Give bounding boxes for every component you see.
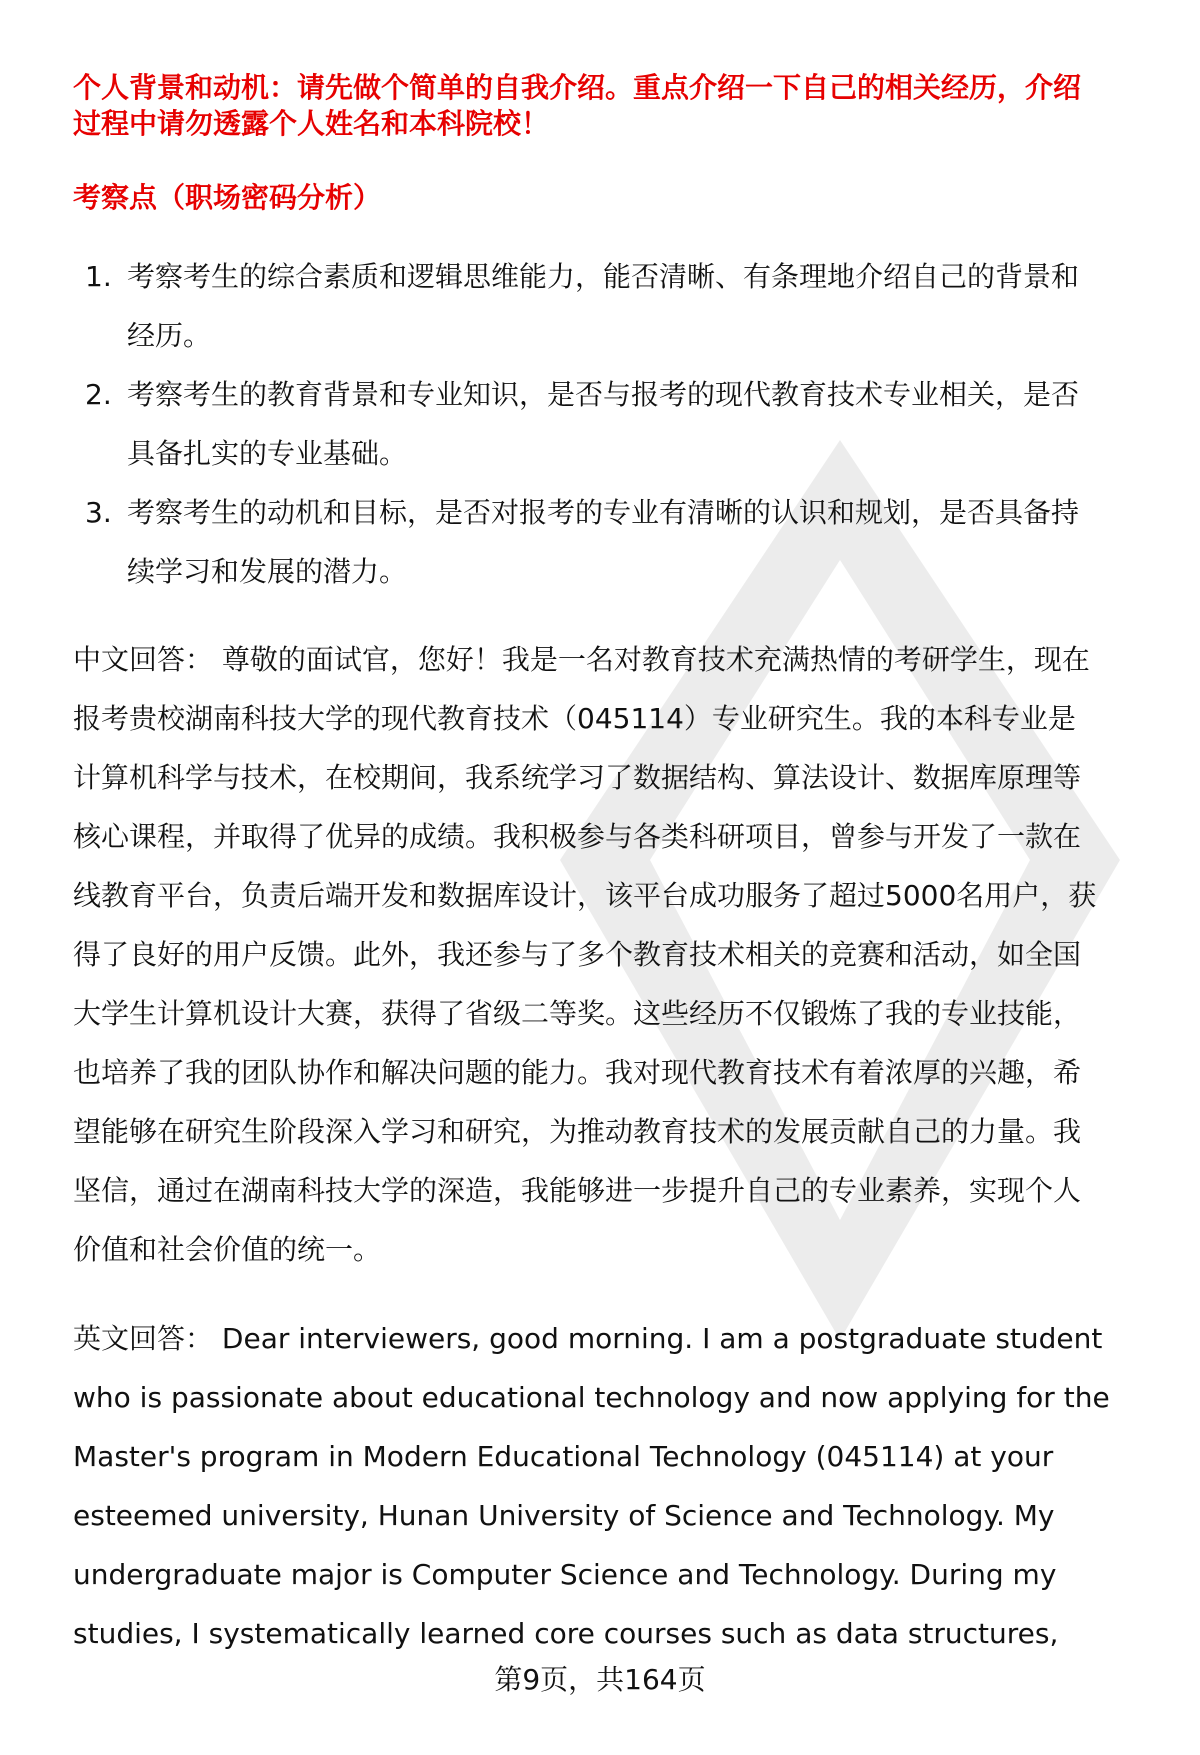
item-line: 考察考生的教育背景和专业知识，是否与报考的现代教育技术专业相关，是否 bbox=[127, 378, 1080, 411]
item-line: 考察考生的动机和目标，是否对报考的专业有清晰的认识和规划，是否具备持 bbox=[127, 496, 1080, 529]
list-item bbox=[73, 365, 1163, 483]
answer-line: 得了良好的用户反馈。此外，我还参与了多个教育技术相关的竞赛和活动，如全国 bbox=[73, 938, 1082, 971]
page-number: 第9页，共164页 bbox=[494, 1663, 706, 1696]
answer-line: 坚信，通过在湖南科技大学的深造，我能够进一步提升自己的专业素养，实现个人 bbox=[73, 1174, 1082, 1207]
answer-line: undergraduate major is Computer Science and Technology. During my bbox=[73, 1558, 1057, 1591]
answer-line: 核心课程，并取得了优异的成绩。我积极参与各类科研项目，曾参与开发了一款在 bbox=[73, 820, 1082, 853]
question-heading bbox=[73, 70, 1153, 142]
item-number: 1. bbox=[85, 260, 112, 293]
item-line: 续学习和发展的潜力。 bbox=[127, 555, 408, 588]
analysis-title: 考察点（职场密码分析） bbox=[73, 181, 382, 214]
item-line: 具备扎实的专业基础。 bbox=[127, 437, 408, 470]
answer-line: 线教育平台，负责后端开发和数据库设计，该平台成功服务了超过5000名用户，获 bbox=[73, 879, 1097, 912]
answer-line: 也培养了我的团队协作和解决问题的能力。我对现代教育技术有着浓厚的兴趣，希 bbox=[73, 1056, 1082, 1089]
item-line: 经历。 bbox=[127, 319, 212, 352]
answer-line: 大学生计算机设计大赛，获得了省级二等奖。这些经历不仅锻炼了我的专业技能， bbox=[73, 997, 1082, 1030]
answer-line: 望能够在研究生阶段深入学习和研究，为推动教育技术的发展贡献自己的力量。我 bbox=[73, 1115, 1082, 1148]
item-line: 考察考生的综合素质和逻辑思维能力，能否清晰、有条理地介绍自己的背景和 bbox=[127, 260, 1080, 293]
answer-line: esteemed university, Hunan University of Science and Technology. My bbox=[73, 1499, 1055, 1532]
answer-line: 英文回答： Dear interviewers, good morning. I am a postgraduate student bbox=[73, 1322, 1103, 1355]
answer-line: who is passionate about educational technology and now applying for the bbox=[73, 1381, 1110, 1414]
english-answer bbox=[73, 1309, 1163, 1663]
list-item bbox=[73, 483, 1163, 601]
answer-line: studies, I systematically learned core courses such as data structures, bbox=[73, 1617, 1059, 1650]
question-line: 个人背景和动机：请先做个简单的自我介绍。重点介绍一下自己的相关经历，介绍 bbox=[73, 71, 1082, 104]
chinese-answer bbox=[73, 630, 1163, 1279]
item-number: 3. bbox=[85, 496, 112, 529]
answer-line: 计算机科学与技术，在校期间，我系统学习了数据结构、算法设计、数据库原理等 bbox=[73, 761, 1082, 794]
question-line: 过程中请勿透露个人姓名和本科院校！ bbox=[73, 107, 550, 140]
answer-line: 中文回答： 尊敬的面试官，您好！我是一名对教育技术充满热情的考研学生，现在 bbox=[73, 643, 1090, 676]
list-item bbox=[73, 247, 1163, 365]
answer-line: Master's program in Modern Educational Technology (045114) at your bbox=[73, 1440, 1054, 1473]
answer-line: 报考贵校湖南科技大学的现代教育技术（045114）专业研究生。我的本科专业是 bbox=[73, 702, 1076, 735]
item-number: 2. bbox=[85, 378, 112, 411]
analysis-list bbox=[73, 247, 1163, 601]
answer-line: 价值和社会价值的统一。 bbox=[73, 1233, 382, 1266]
